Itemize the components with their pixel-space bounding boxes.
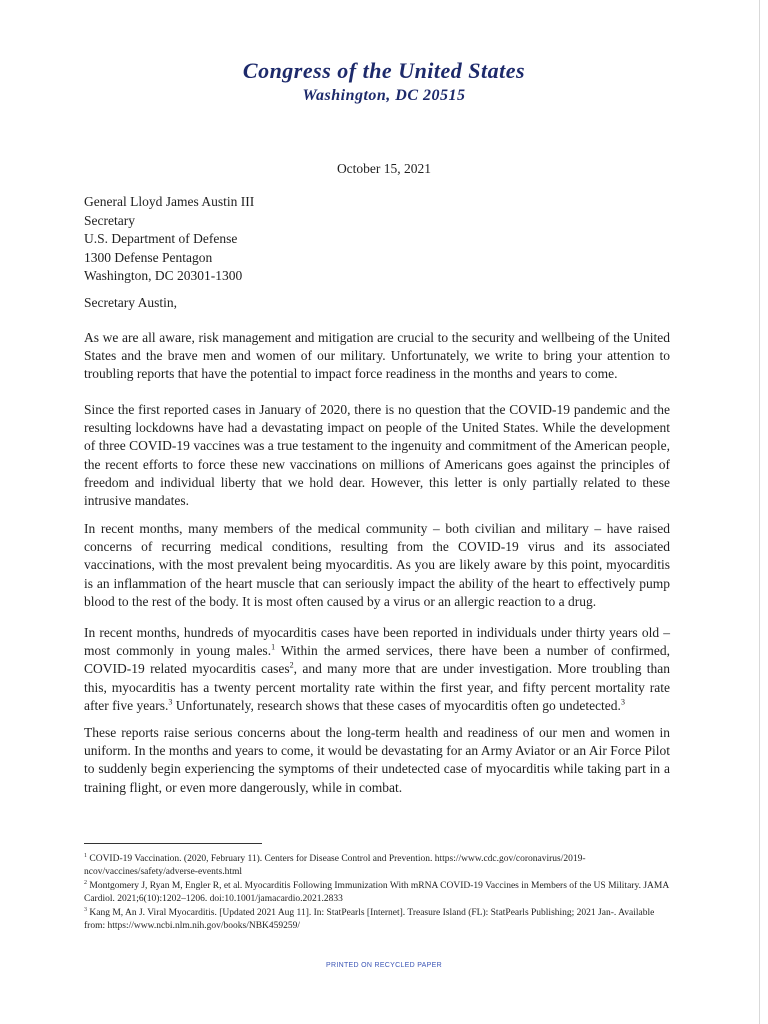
salutation: Secretary Austin, — [84, 295, 177, 310]
letter-date: October 15, 2021 — [336, 161, 432, 176]
letterhead-title: Congress of the United States — [242, 58, 526, 83]
body-paragraph-1: As we are all aware, risk management and mitigation are crucial to the security and wellbeing of the United States and the brave men and women of our military. Unfortunately, we write to bring your attention to troubling reports that have the potential to impact force readiness in the months and years to come. — [84, 330, 670, 382]
footnote-ref-1: 1 — [271, 642, 276, 652]
p4-text-b: Within the armed services, there have been a number of confirmed, COVID-19 related myocarditis cases — [84, 643, 671, 677]
footnotes — [84, 853, 674, 934]
footnote-1 — [84, 853, 674, 879]
footnote-number: 1 — [84, 852, 87, 859]
footnote-number: 2 — [84, 879, 87, 886]
footnote-ref-3a: 3 — [168, 697, 173, 707]
body-paragraph-5: These reports raise serious concerns about the long-term health and readiness of our men and women in uniform. In the months and years to come, it would be devastating for an Army Aviator or an Air Force Pilot to suddenly begin experiencing the symptoms of their undetected case of myocarditis while taking part in a training flight, or even more dangerously, while in combat. — [84, 725, 670, 795]
footnote-number: 3 — [84, 906, 87, 913]
body-paragraph-4 — [84, 624, 670, 715]
footnote-ref-2: 2 — [289, 660, 294, 670]
p4-text-d: Unfortunately, research shows that these cases of myocarditis often go undetected. — [172, 697, 621, 713]
recipient-address — [84, 193, 254, 286]
footnote-text: Montgomery J, Ryan M, Engler R, et al. Myocarditis Following Immunization With mRNA COVID-19 Vaccines in Members of the US Military. JAMA Cardiol. 2021;6(10):1202–1206. doi:10.1001/jamacardio.2021.2833 — [84, 881, 669, 904]
body-paragraph-3: In recent months, many members of the medical community – both civilian and military – have raised concerns of recurring medical conditions, resulting from the COVID-19 virus and its associated vaccinations, with the most prevalent being myocarditis. As you are likely aware by this point, myocarditis is an inflammation of the heart muscle that can seriously impact the ability of the heart to effectively pump blood to the rest of the body. It is most often caused by a virus or an allergic reaction to a drug. — [84, 521, 670, 609]
letterhead-subtitle: Washington, DC 20515 — [302, 87, 466, 104]
p4-text-c: , and many more that are under investigation. More troubling than this, myocarditis has a twenty percent mortality rate within the first year, and fifty percent mortality rate after five years. — [84, 661, 671, 713]
recipient-title: Secretary — [84, 212, 135, 228]
footnote-2 — [84, 880, 674, 906]
recipient-street: 1300 Defense Pentagon — [84, 249, 213, 265]
recycled-paper-note: PRINTED ON RECYCLED PAPER — [326, 962, 442, 969]
footnote-text: Kang M, An J. Viral Myocarditis. [Updated 2021 Aug 11]. In: StatPearls [Internet]. Treasure Island (FL): StatPearls Publishing; 2021 Jan-. Available from: https://www.ncbi.nlm.nih.gov/books/NBK459259/ — [84, 908, 655, 931]
page-edge-line — [759, 0, 760, 1024]
footnote-divider — [84, 843, 262, 844]
recipient-city: Washington, DC 20301-1300 — [84, 268, 243, 283]
footnote-text: COVID-19 Vaccination. (2020, February 11). Centers for Disease Control and Prevention. https://www.cdc.gov/coronavirus/2019-ncov/vaccines/safety/adverse-events.html — [84, 854, 586, 877]
footnote-3 — [84, 907, 674, 933]
recipient-name: General Lloyd James Austin III — [84, 194, 255, 209]
footnote-ref-3b: 3 — [620, 697, 625, 707]
body-paragraph-2: Since the first reported cases in January of 2020, there is no question that the COVID-19 pandemic and the resulting lockdowns have had a devastating impact on people of the United States. While the development of three COVID-19 vaccines was a true testament to the ingenuity and commitment of the American people, the recent efforts to force these new vaccinations on millions of Americans goes against the principles of freedom and individual liberty that we hold dear. However, this letter is only partially related to these intrusive mandates. — [84, 402, 670, 509]
p4-text-a: In recent months, hundreds of myocarditis cases have been reported in individuals under thirty years old – most commonly in young males. — [84, 625, 670, 659]
recipient-department: U.S. Department of Defense — [84, 231, 238, 246]
